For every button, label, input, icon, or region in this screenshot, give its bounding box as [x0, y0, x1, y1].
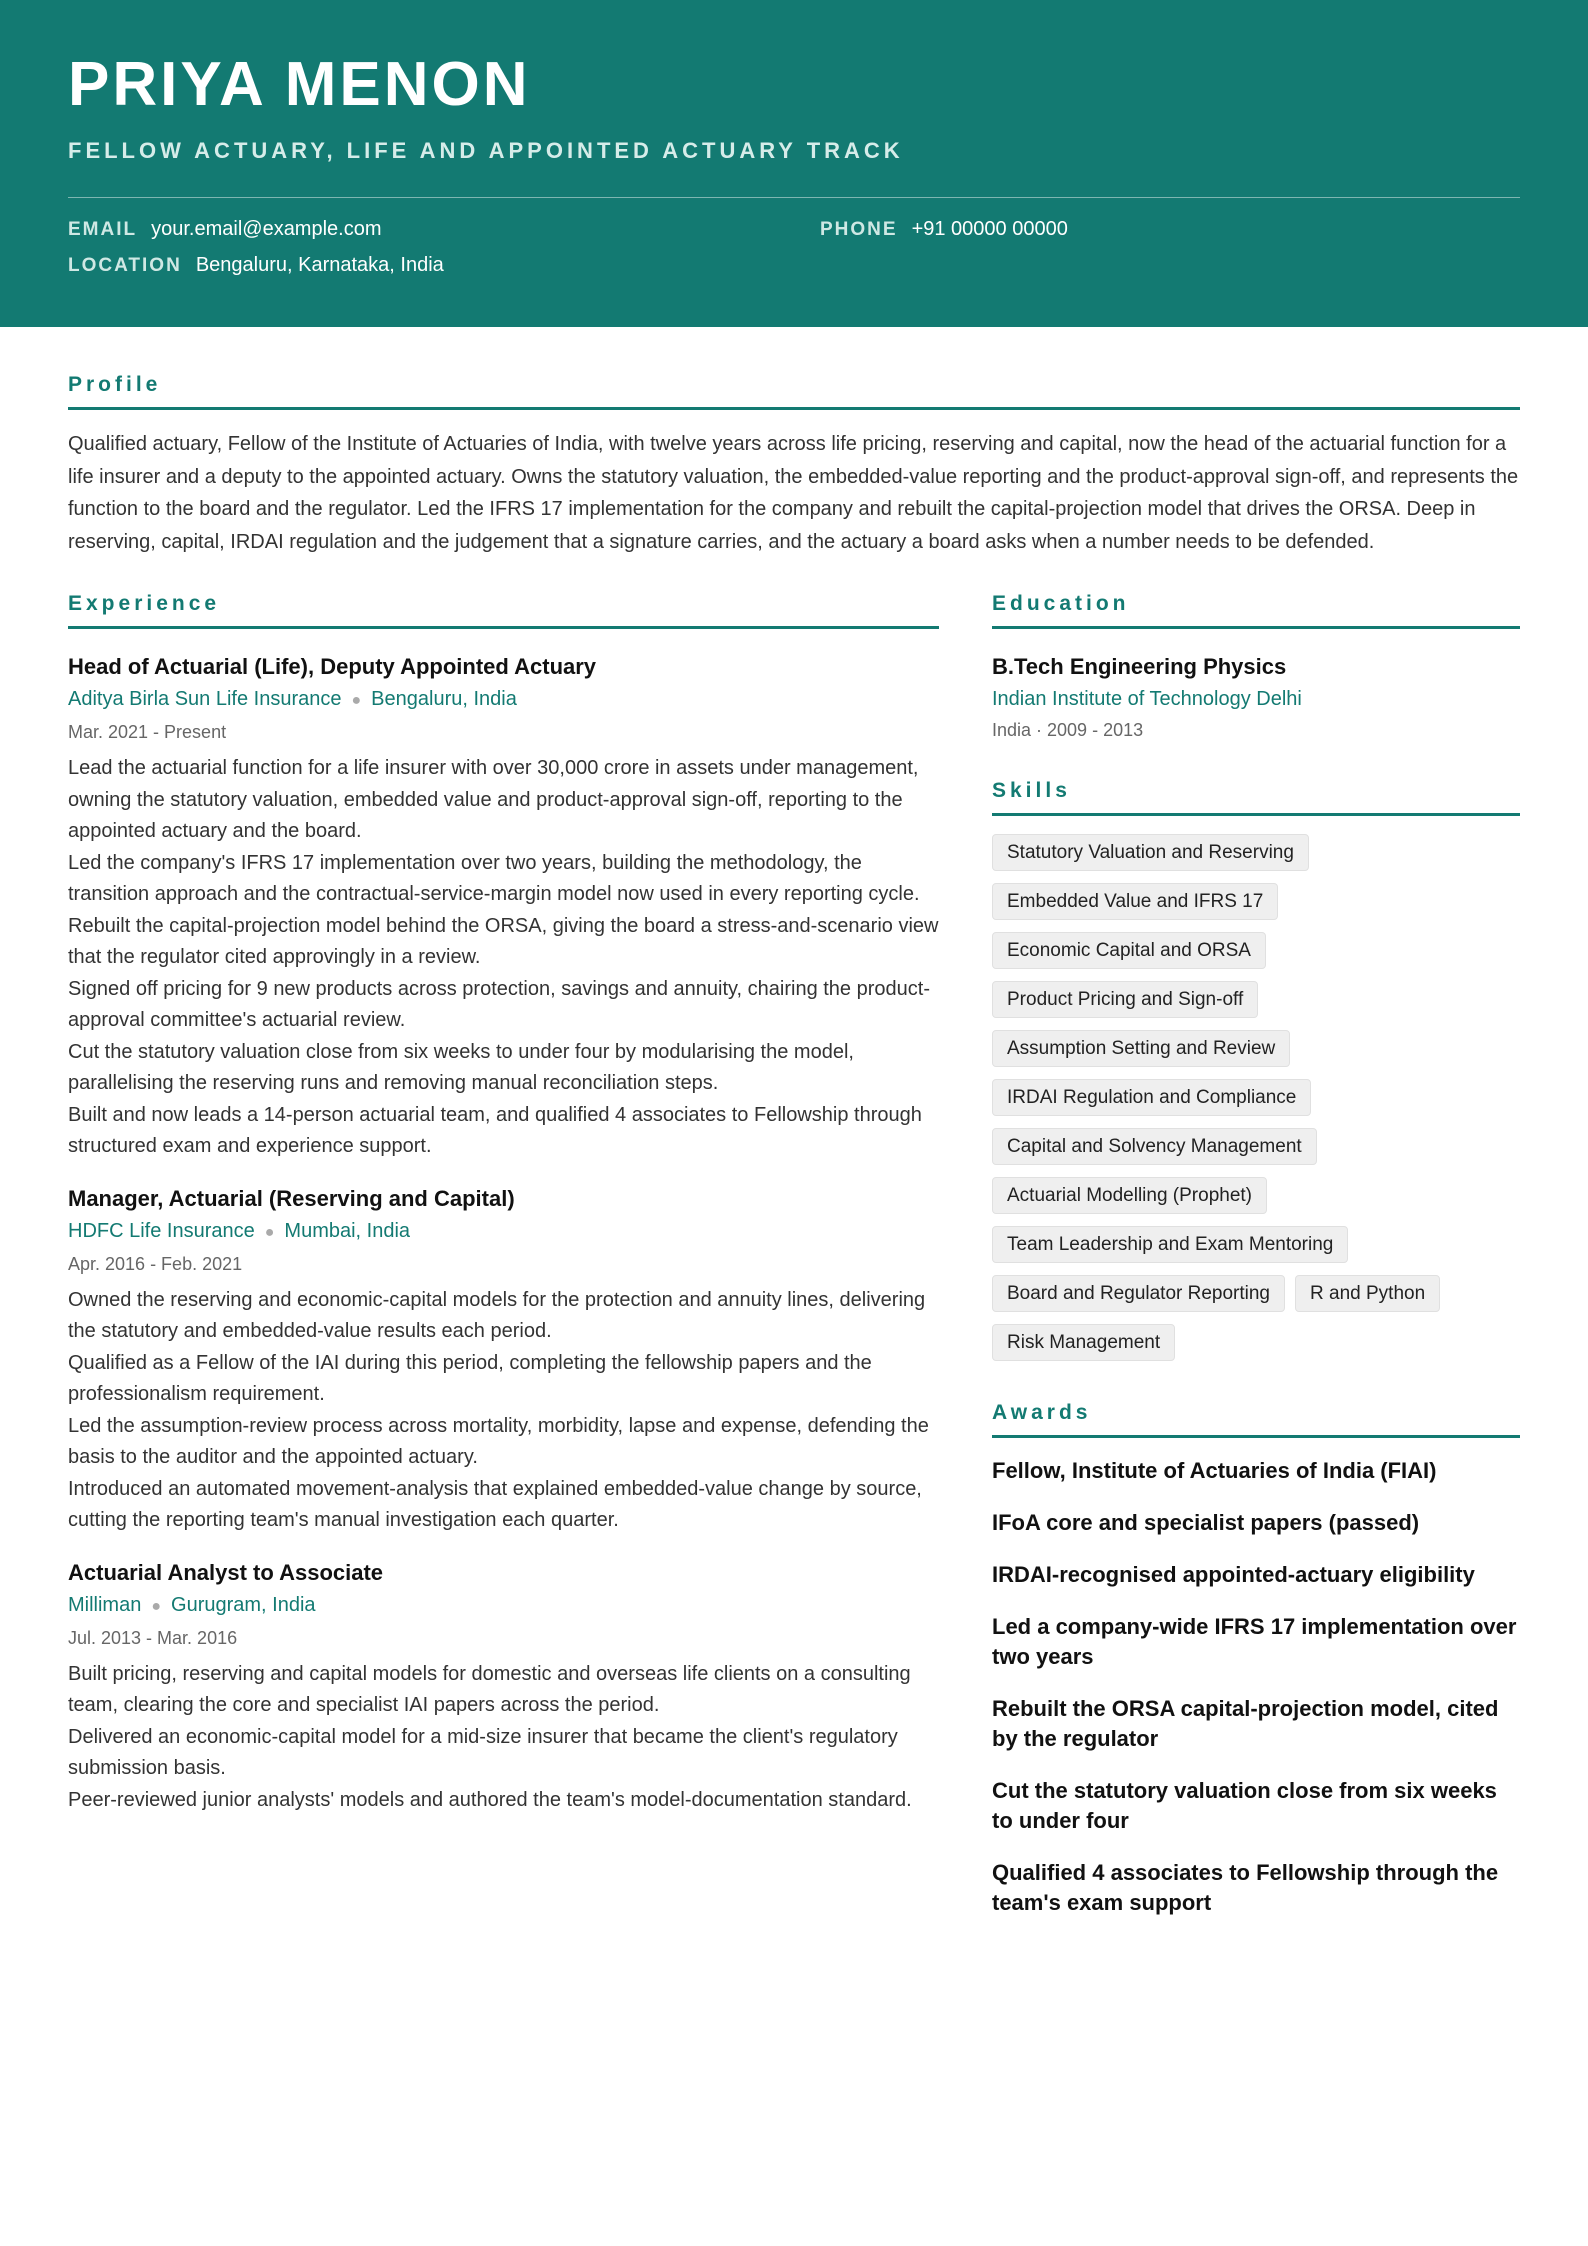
job-bullet: Built pricing, reserving and capital models for domestic and overseas life clients on a consulting team, clearing the core and specialist IAI papers across the period. [68, 1662, 911, 1716]
job-bullet: Peer-reviewed junior analysts' models and authored the team's model-documentation standard. [68, 1788, 912, 1811]
job-title: Head of Actuarial (Life), Deputy Appointed Actuary [68, 654, 597, 679]
award-item: IRDAI-recognised appointed-actuary eligibility [992, 1562, 1475, 1587]
job-bullet: Led the assumption-review process across mortality, morbidity, lapse and expense, defending the basis to the auditor and the appointed actuary. [68, 1414, 929, 1468]
education-school: Indian Institute of Technology Delhi [992, 688, 1302, 710]
experience-section [68, 592, 939, 1816]
contact-location [68, 254, 444, 277]
job-bullet: Qualified as a Fellow of the IAI during this period, completing the fellowship papers and the professionalism requirement. [68, 1351, 872, 1405]
skill-chip: Board and Regulator Reporting [992, 1275, 1285, 1312]
job-bullet: Lead the actuarial function for a life insurer with over 30,000 crore in assets under management, owning the statutory valuation, embedded value and product-approval sign-off, reporting to the appointed actuary and the board. [68, 757, 919, 842]
education-section [992, 592, 1520, 745]
job-meta [68, 1589, 939, 1623]
sidebar-column [992, 592, 1520, 1940]
resume-body [0, 373, 1588, 1915]
job-company: HDFC Life Insurance [68, 1219, 255, 1242]
job-meta [68, 683, 939, 717]
award-item: Led a company-wide IFRS 17 implementation over two years [992, 1614, 1517, 1669]
location-value: Bengaluru, Karnataka, India [195, 254, 444, 276]
education-meta: India · 2009 - 2013 [992, 720, 1144, 740]
header-divider [68, 197, 1520, 198]
job-title: Actuarial Analyst to Associate [68, 1559, 384, 1585]
job-bullet: Owned the reserving and economic-capital models for the protection and annuity lines, delivering the statutory and embedded-value results each period. [68, 1288, 926, 1342]
job-bullet: Led the company's IFRS 17 implementation over two years, building the methodology, the transition approach and the contractual-service-margin model now used in every reporting cycle. [68, 851, 920, 905]
job-bullet: Delivered an economic-capital model for a mid-size insurer that became the client's regulatory submission basis. [68, 1725, 898, 1779]
skill-chip: Team Leadership and Exam Mentoring [992, 1226, 1348, 1263]
award-item: Rebuilt the ORSA capital-projection model, cited by the regulator [992, 1696, 1499, 1751]
skills-heading: Skills [992, 779, 1520, 816]
skill-chip: Economic Capital and ORSA [992, 932, 1266, 969]
skill-chip: Capital and Solvency Management [992, 1128, 1317, 1165]
job-dates: Apr. 2016 - Feb. 2021 [68, 1253, 243, 1274]
profile-heading: Profile [68, 373, 1520, 410]
award-list [992, 1456, 1520, 1918]
contact-email [68, 218, 382, 241]
resume-header [0, 0, 1588, 327]
job-company: Aditya Birla Sun Life Insurance [68, 688, 342, 710]
job-bullet: Built and now leads a 14-person actuarial team, and qualified 4 associates to Fellowship through structured exam and experience support. [68, 1103, 922, 1157]
job-list [68, 651, 939, 1816]
award-item: Qualified 4 associates to Fellowship through the team's exam support [992, 1860, 1499, 1915]
skill-chip: Assumption Setting and Review [992, 1030, 1290, 1067]
award-item: Fellow, Institute of Actuaries of India (FIAI) [992, 1458, 1437, 1483]
skill-list [992, 834, 1520, 1361]
skill-chip: R and Python [1295, 1275, 1440, 1312]
job-location: Gurugram, India [171, 1593, 316, 1616]
email-value[interactable]: your.email@example.com [151, 218, 382, 240]
education-entry [992, 651, 1520, 745]
job-company: Milliman [68, 1593, 142, 1616]
job-bullet: Rebuilt the capital-projection model behind the ORSA, giving the board a stress-and-scenario view that the regulator cited approvingly in a review. [68, 914, 939, 968]
job-bullets [68, 753, 939, 1163]
email-label: EMAIL [68, 219, 138, 240]
skill-chip: Statutory Valuation and Reserving [992, 834, 1309, 871]
separator-dot-icon: ● [351, 692, 362, 709]
job-entry [68, 651, 939, 1163]
experience-heading: Experience [68, 592, 939, 629]
skill-chip: Product Pricing and Sign-off [992, 981, 1258, 1018]
separator-dot-icon: ● [151, 1597, 162, 1615]
awards-section [992, 1401, 1520, 1918]
job-meta [68, 1215, 939, 1249]
job-bullet: Introduced an automated movement-analysis that explained embedded-value change by source, cutting the reporting team's manual investigation each quarter. [68, 1477, 922, 1531]
separator-dot-icon: ● [264, 1223, 275, 1241]
job-entry [68, 1557, 939, 1817]
skill-chip: IRDAI Regulation and Compliance [992, 1079, 1311, 1116]
education-heading: Education [992, 592, 1520, 629]
job-dates: Jul. 2013 - Mar. 2016 [68, 1627, 238, 1648]
contact-phone [820, 218, 1068, 241]
profile-text: Qualified actuary, Fellow of the Institute of Actuaries of India, with twelve years across life pricing, reserving and capital, now the head of the actuarial function for a life insurer and a deputy to the appointed actuary. Owns the statutory valuation, the embedded-value reporting and the product-approval sign-off, and represents the function to the board and the regulator. Led the IFRS 17 implementation for the company and rebuilt the capital-projection model that drives the ORSA. Deep in reserving, capital, IRDAI regulation and the judgement that a signature carries, and the actuary a board asks when a number needs to be defended. [68, 433, 1519, 553]
location-label: LOCATION [68, 255, 182, 276]
job-bullets [68, 1285, 939, 1537]
job-title: Manager, Actuarial (Reserving and Capital) [68, 1185, 515, 1211]
education-degree: B.Tech Engineering Physics [992, 654, 1287, 679]
skill-chip: Risk Management [992, 1324, 1175, 1361]
job-entry [68, 1183, 939, 1537]
skills-section [992, 779, 1520, 1361]
candidate-name: PRIYA MENON [68, 50, 531, 119]
profile-section [68, 373, 1520, 558]
job-location: Mumbai, India [284, 1219, 411, 1242]
job-dates: Mar. 2021 - Present [68, 722, 227, 742]
job-bullets [68, 1659, 939, 1817]
skill-chip: Embedded Value and IFRS 17 [992, 883, 1278, 920]
job-bullet: Cut the statutory valuation close from six weeks to under four by modularising the model, parallelising the reserving runs and removing manual reconciliation steps. [68, 1040, 854, 1094]
phone-value[interactable]: +91 00000 00000 [911, 218, 1068, 240]
award-item: IFoA core and specialist papers (passed) [992, 1510, 1420, 1535]
skill-chip: Actuarial Modelling (Prophet) [992, 1177, 1267, 1214]
award-item: Cut the statutory valuation close from six weeks to under four [992, 1778, 1497, 1833]
job-location: Bengaluru, India [371, 688, 517, 710]
phone-label: PHONE [820, 219, 898, 240]
candidate-headline: FELLOW ACTUARY, LIFE AND APPOINTED ACTUARY TRACK [68, 138, 904, 163]
job-bullet: Signed off pricing for 9 new products across protection, savings and annuity, chairing the product-approval committee's actuarial review. [68, 977, 930, 1031]
contact-info [68, 218, 1520, 298]
awards-heading: Awards [992, 1401, 1520, 1438]
